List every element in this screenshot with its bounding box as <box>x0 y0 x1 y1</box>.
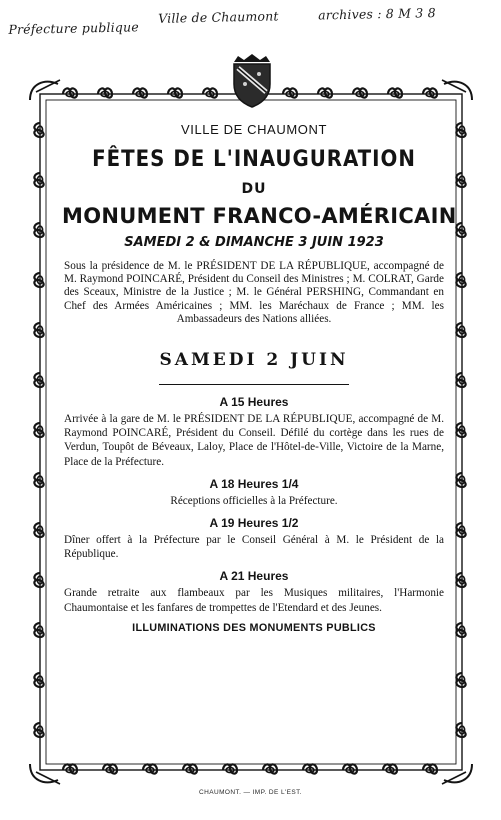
chaumont-coat-of-arms-icon <box>230 54 274 108</box>
section-divider <box>159 384 349 385</box>
event-dates: SAMEDI 2 & DIMANCHE 3 JUIN 1923 <box>124 235 384 250</box>
border-knots-bottom <box>63 764 437 773</box>
event-description: Réceptions officielles à la Préfecture. <box>170 494 338 507</box>
title-line-2: MONUMENT FRANCO-AMÉRICAIN <box>62 204 457 228</box>
printer-imprint: CHAUMONT. — IMP. DE L'EST. <box>199 789 302 796</box>
annotation-part-1: Préfecture publique <box>8 19 140 37</box>
annotation-part-3: archives : 8 M 3 8 <box>317 5 436 23</box>
title-connector: DU <box>241 181 267 197</box>
border-knots-left <box>34 123 43 737</box>
closing-line: ILLUMINATIONS DES MONUMENTS PUBLICS <box>132 621 376 634</box>
event-description: Arrivée à la gare de M. le PRÉSIDENT DE LA RÉPUBLIQUE, accompagné de M. Raymond POINCARÉ, Président du Conseil. Défilé du cortège dans les rues de Verdun, Toupôt de Béveaux, Laloy, Place de l'Hôtel-de-Ville, Victoire de la Marne, Place de la Préfecture. <box>64 413 444 468</box>
presidence-paragraph: Sous la présidence de M. le PRÉSIDENT DE LA RÉPUBLIQUE, accompagné de M. Raymond POINCARÉ, Président du Conseil des Ministres ; M. COLRAT, Garde des Sceaux, Ministre de la Justice ; M. le Général PERSHING, Commandant en Chef des Armées Américaines ; MM. les Maréchaux de France ; MM. les Ambassadeurs des Nations alliées. <box>64 260 444 325</box>
event-time: A 21 Heures <box>219 569 289 584</box>
event-description: Dîner offert à la Préfecture par le Conseil Général à M. le Président de la République. <box>64 534 444 561</box>
title-line-1: FÊTES DE L'INAUGURATION <box>92 147 416 172</box>
event-time: A 15 Heures <box>219 395 289 410</box>
event-description: Grande retraite aux flambeaux par les Musiques militaires, l'Harmonie Chaumontaise et les fanfares de trompettes de l'Etendard et des Jeunes. <box>64 587 444 614</box>
day-heading: SAMEDI 2 JUIN <box>159 350 349 371</box>
border-knots-right <box>456 123 465 737</box>
city-name: VILLE DE CHAUMONT <box>180 122 327 137</box>
event-time: A 18 Heures 1/4 <box>209 476 299 491</box>
poster-content <box>62 118 457 634</box>
annotation-part-2: Ville de Chaumont <box>158 8 279 26</box>
event-time: A 19 Heures 1/2 <box>209 516 299 531</box>
